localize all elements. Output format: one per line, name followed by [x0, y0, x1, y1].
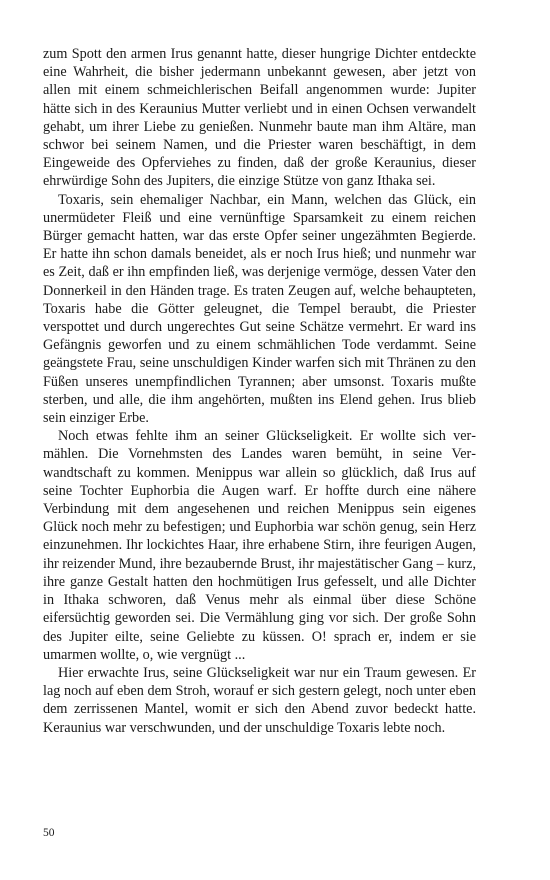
- text-body: [43, 45, 476, 737]
- page-number: 50: [43, 827, 55, 839]
- paragraph: Hier erwachte Irus, seine Glückseligkeit war nur ein Traum gewesen. Er lag noch auf eben dem Stroh, worauf er sich gestern gelegt, noch unter eben dem zerrissenen Mantel, womit er sich den Abend zuvor bedeckt hatte. Keraunius war verschwunden, und der unschuldige Toxaris lebte noch.: [43, 664, 476, 736]
- paragraph: Noch etwas fehlte ihm an seiner Glückseligkeit. Er wollte sich vermählen. Die Vornehmsten des Landes waren bemüht, in seine Verwandtschaft zu kommen. Menippus war allein so glücklich, daß Irus auf seine Tochter Euphorbia die Augen warf. Er hoffte durch eine nähere Verbindung mit dem angesehenen und reichen Menippus sein eigenes Glück noch mehr zu befestigen; und Euphorbia war schön genug, sein Herz einzunehmen. Ihr lockichtes Haar, ihre erhabene Stirn, ihre feurigen Augen, ihr reizender Mund, ihre bezaubernde Brust, ihr majestätischer Gang – kurz, ihre ganze Gestalt hatten den hochmütigen Irus gefesselt, und alle Dichter in Ithaka schworen, daß Venus mehr als einmal über diese Schöne eifersüchtig geworden sei. Die Vermählung ging vor sich. Der große Sohn des Jupiter eilte, seine Geliebte zu küssen. O! sprach er, indem er sie umarmen wollte, o, wie vergnügt ...: [43, 428, 476, 663]
- paragraph: Toxaris, sein ehemaliger Nachbar, ein Mann, welchen das Glück, ein unermüdeter Fleiß und eine vernünftige Sparsamkeit zu einem reichen Bürger gemacht hatten, war das erste Opfer seiner ungezähmten Begierde. Er hatte ihn schon damals beneidet, als er noch Irus hieß; und nunmehr war es Zeit, daß er ihn empfinden ließ, was derjenige vermöge, dessen Vater den Donnerkeil in den Händen trage. Es traten Zeugen auf, welche behaupteten, Toxaris habe die Götter geleugnet, die Tempel beraubt, die Priester verspottet und durch ungerechtes Gut seine Schätze vermehrt. Er ward ins Gefängnis geworfen und zu einem schmählichen Tode verdammt. Seine geängstete Frau, seine unschuldigen Kinder warfen sich mit Thränen zu den Füßen unseres unempfindlichen Tyrannen; aber umsonst. Toxaris mußte sterben, und alle, die ihm angehörten, mußten ins Elend gehen. Irus blieb sein einziger Erbe.: [43, 191, 476, 427]
- paragraph: zum Spott den armen Irus genannt hatte, dieser hungrige Dichter entdeckte eine Wahrheit, die bisher jedermann unbekannt gewesen, aber jetzt von allen mit einem schmeichlerischen Beifall angenommen wurde: Jupiter hätte sich in des Keraunius Mutter verliebt und in einen Ochsen verwandelt gehabt, um ihrer Liebe zu genießen. Nunmehr baute man ihm Altäre, man schwor bei seinem Namen, und die Priester waren beschäftigt, in dem Eingeweide des Opferviehes zu finden, daß der große Keraunius, dieser ehrwürdige Sohn des Jupiters, die einzige Stütze von ganz Ithaka sei.: [43, 46, 476, 190]
